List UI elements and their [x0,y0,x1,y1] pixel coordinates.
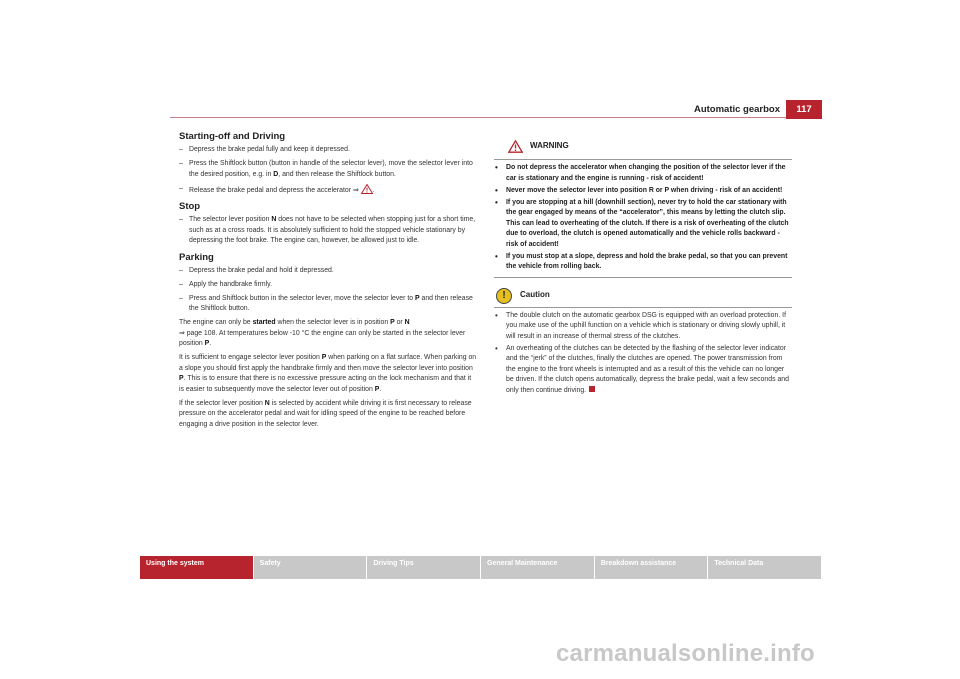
right-column [494,136,792,398]
instruction-step: – The selector lever position N does not have to be selected when stopping just for a short time, such as at a cross roads. It is absolutely sufficient to hold the stopped vehicle stationary by depressing the foot brake. The engine can, however, be allowed just to idle. [179,216,476,244]
bullet-text: An overheating of the clutches can be detected by the flashing of the selector lever indicator and the “jerk” of the clutches, finally the clutches are opened. The power transmission from the engine to the front wheels is interrupted and as a result of this the vehicle can no longer be driven. If the clutch opens automatically, depress the brake pedal, wait a few seconds and only then continue driving. [506,344,789,394]
instruction-step: – Apply the handbrake firmly. [179,280,272,288]
watermark: carmanualsonline.info [556,640,815,667]
tab-breakdown-assistance[interactable]: Breakdown assistance [595,556,709,579]
bullet-text: Do not depress the accelerator when changing the position of the selector lever if the car is stationary and the engine is running - risk of accident! [506,164,786,182]
tab-using-the-system[interactable]: Using the system [140,556,254,579]
gear-symbol: N [264,399,270,407]
instruction-step: – Depress the brake pedal and hold it depressed. [179,266,334,274]
section-end-marker [589,386,595,392]
section-heading: Starting-off and Driving [179,131,286,142]
header-divider [170,117,786,118]
step-text: Depress the brake pedal fully and keep it depressed. [189,146,350,153]
page-header-title: Automatic gearbox [693,104,780,115]
section-stop [179,200,477,247]
warning-bullet: • Never move the selector lever into position R or P when driving - risk of an accident! [495,185,783,195]
page-reference-link[interactable]: ⇒ page 108. At temperatures below -10 °C the engine can only be started in the selector lever position [179,329,466,347]
instruction-step: – Depress the brake pedal fully and keep it depressed. [179,146,350,153]
step-text: Press and Shiftlock button in the selector lever, move the selector lever to [189,294,415,302]
warning-triangle-icon [361,184,373,194]
section-heading: Stop [179,201,201,212]
bullet-text: If you must stop at a slope, depress and hold the brake pedal, so that you can prevent the vehicle from rolling back. [506,252,788,270]
instruction-step: – Press and Shiftlock button in the selector lever, move the selector lever to P and then release the Shiftlock button. [179,294,473,312]
text: If the selector lever position [179,399,265,407]
text: when parking on a flat surface. When parking on a slope you should first apply the handbrake firmly and then move the selector lever into position [179,354,477,372]
warning-bullet: • If you must stop at a slope, depress and hold the brake pedal, so that you can prevent the vehicle from rolling back. [495,251,788,270]
caution-bullet: • The double clutch on the automatic gearbox DSG is equipped with an overload protection. If you make use of the uphill function on a vehicle which is stationary or driving slowly uphill, it will result in an increase of thermal stress of the clutches. [495,310,787,340]
instruction-step: – Release the brake pedal and depress the accelerator ⇒ . [179,184,375,194]
section-heading: Parking [179,251,214,263]
tab-driving-tips[interactable]: Driving Tips [367,556,481,579]
step-text: Press the Shiftlock button (button in handle of the selector lever), move the selector lever into the desired position, e.g. in [189,160,473,178]
step-text: and then release the Shiftlock button. [189,294,473,312]
text: . [379,385,382,393]
tab-safety[interactable]: Safety [254,556,368,579]
gear-symbol: P [204,340,210,347]
gear-symbol: P [321,354,327,361]
bottom-navigation [140,556,822,579]
section-parking [179,251,477,431]
text: . [209,340,212,347]
instruction-step: – Press the Shiftlock button (button in handle of the selector lever), move the selector lever into the desired position, e.g. in D, and then release the Shiftlock button. [179,160,473,178]
divider [494,307,792,308]
warning-bullet: • If you are stopping at a hill (downhill section), never try to hold the car stationary with the gear engaged by means of the “accelerator”, this means by letting the clutch slip. This can lead to overheating of the clutch. If there is a risk of overheating of the clutch due to overload, the clutch is opened automatically and the vehicle rolls backward - risk of accident! [495,197,789,248]
caution-title: Caution [520,290,550,300]
step-text: Depress the brake pedal and hold it depressed. [189,266,334,274]
gear-symbol: D [273,170,279,178]
bullet-text: If you are stopping at a hill (downhill section), never try to hold the car stationary with the gear engaged by means of the “accelerator”, this means by letting the clutch slip. This can lead to overheating of the clutch. If there is a risk of overheating of the clutch due to overload, the clutch is opened automatically and the vehicle rolls backward - risk of accident! [506,198,789,248]
bullet-text: The double clutch on the automatic gearbox DSG is equipped with an overload protection. If you make use of the uphill function on a vehicle which is stationary or driving slowly uphill, it will result in an increase of thermal stress of the clutches. [506,311,787,340]
caution-box [494,288,792,397]
text: It is sufficient to engage selector lever position [179,354,322,361]
caution-exclamation-icon: ! [496,288,512,304]
paragraph [179,399,477,431]
gear-symbol: N [404,319,410,326]
step-text: does not have to be selected when stopping just for a short time, such as at a cross roads. It is absolutely sufficient to hold the stopped vehicle stationary by depressing the foot brake. The engine can, however, be allowed just to idle. [189,216,476,244]
warning-header [508,140,792,153]
gear-symbol: P [390,319,395,326]
step-text: Apply the handbrake firmly. [189,280,272,288]
page-number-badge: 117 [786,100,822,119]
left-column [179,130,477,434]
warning-box [494,140,792,278]
bullet-text: Never move the selector lever into position R or P when driving - risk of an accident! [506,186,783,194]
divider [494,159,792,160]
text: or [394,319,405,326]
gear-symbol: P [179,375,184,382]
paragraph [179,353,477,395]
caution-header [496,288,792,304]
tab-general-maintenance[interactable]: General Maintenance [481,556,595,579]
step-text: The selector lever position [189,216,272,223]
step-text: Release the brake pedal and depress the accelerator ⇒ [189,186,359,194]
section-starting-off [179,130,477,196]
text: The engine can only be [179,319,253,326]
warning-triangle-icon [508,140,523,153]
step-text: , and then release the Shiftlock button. [278,170,396,178]
tab-technical-data[interactable]: Technical Data [708,556,822,579]
divider [494,277,792,278]
emphasis: started [252,319,276,326]
caution-bullet: • An overheating of the clutches can be detected by the flashing of the selector lever indicator and the “jerk” of the clutches, finally the clutches are opened. The power transmission from the engine to the front wheels is interrupted and as a result of this the vehicle can no longer be driven. If the clutch opens automatically, depress the brake pedal, wait a few seconds and only then continue driving. [495,343,789,394]
paragraph [179,318,477,350]
gear-symbol: P [414,294,420,302]
gear-symbol: P [374,385,380,393]
gear-symbol: N [271,216,277,223]
text: is selected by accident while driving it is first necessary to release pressure on the accelerator pedal and wait for idling speed of the engine to be reached before engaging a drive position in the selector lever. [179,399,472,428]
warning-bullet: • Do not depress the accelerator when changing the position of the selector lever if the car is stationary and the engine is running - risk of accident! [495,163,786,182]
warning-title: WARNING [530,141,569,151]
text: when the selector lever is in position [275,319,391,326]
text: . This is to ensure that there is no excessive pressure acting on the lock mechanism and that it is easier to subsequently move the selector lever out of position [179,375,472,393]
